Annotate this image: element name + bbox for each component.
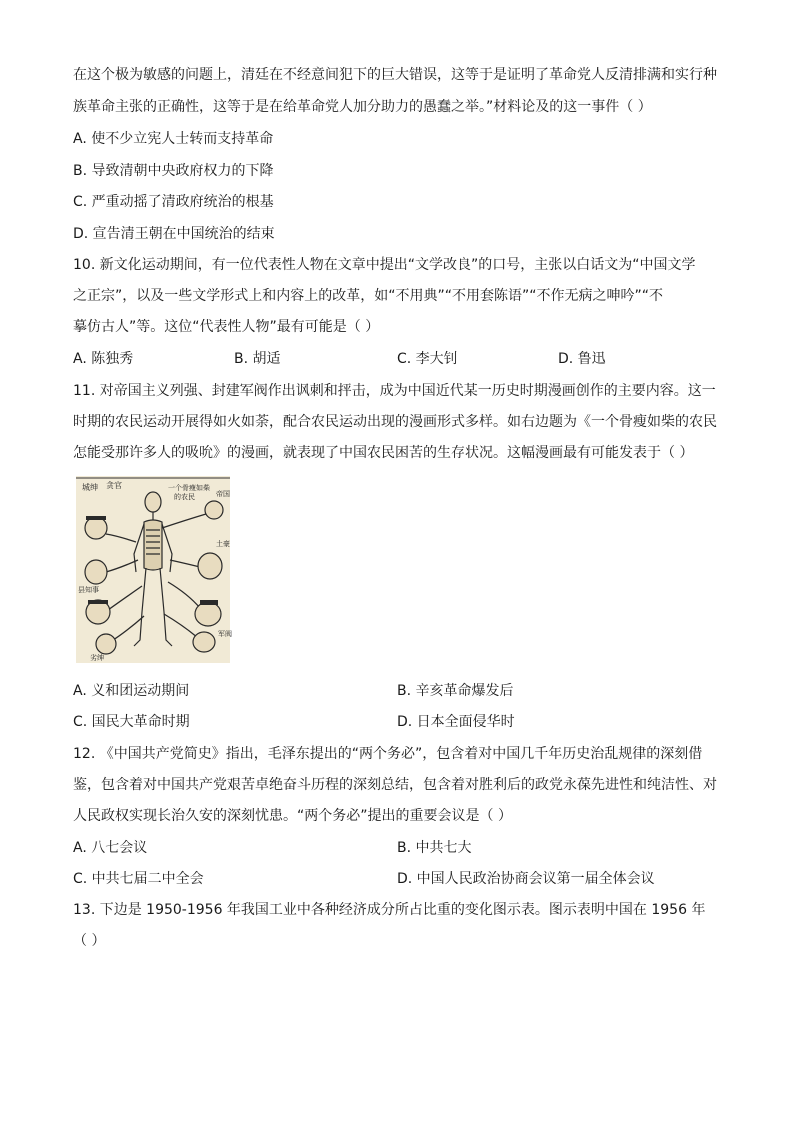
svg-text:军阀: 军阀 bbox=[218, 630, 232, 638]
q12-stem-line-1: 12. 《中国共产党简史》指出，毛泽东提出的“两个务必”，包含着对中国几千年历史治乱规律的深刻借 bbox=[73, 746, 703, 762]
q11-stem-line-1: 11. 对帝国主义列强、封建军阀作出讽刺和抨击，成为中国近代某一历史时期漫画创作的主要内容。这一 bbox=[73, 383, 716, 399]
q13-stem-line-2: （ ） bbox=[73, 933, 106, 949]
q9-stem-line-2: 族革命主张的正确性，这等于是在给革命党人加分助力的愚蠢之举。”材料论及的这一事件（ ） bbox=[73, 99, 652, 115]
svg-text:贪官: 贪官 bbox=[106, 481, 122, 490]
q12-option-a: A. 八七会议 bbox=[73, 840, 148, 856]
q10-option-c: C. 李大钊 bbox=[397, 351, 458, 367]
q12-stem-line-2: 鉴，包含着对中国共产党艰苦卓绝奋斗历程的深刻总结，包含着对胜利后的政党永葆先进性和纯洁性、对 bbox=[73, 777, 717, 793]
q10-stem-line-3: 摹仿古人”等。这位“代表性人物”最有可能是（ ） bbox=[73, 319, 380, 335]
q12-stem-line-3: 人民政权实现长治久安的深刻忧患。“两个务必”提出的重要会议是（ ） bbox=[73, 808, 512, 824]
q9-option-b: B. 导致清朝中央政府权力的下降 bbox=[73, 163, 274, 179]
q9-option-c: C. 严重动摇了清政府统治的根基 bbox=[73, 194, 274, 210]
svg-text:土豪: 土豪 bbox=[216, 540, 230, 548]
q9-stem-line-1: 在这个极为敏感的问题上，清廷在不经意间犯下的巨大错误，这等于是证明了革命党人反清排满和实行种 bbox=[73, 67, 717, 83]
q10-stem-line-1: 10. 新文化运动期间，有一位代表性人物在文章中提出“文学改良”的口号，主张以白话文为“中国文学 bbox=[73, 257, 696, 273]
svg-text:一个骨瘦如柴: 一个骨瘦如柴 bbox=[168, 484, 210, 492]
q10-stem-line-2: 之正宗”，以及一些文学形式上和内容上的改革，如“不用典”“不用套陈语”“不作无病之呻吟”“不 bbox=[73, 288, 664, 304]
q12-option-b: B. 中共七大 bbox=[397, 840, 472, 856]
q11-option-b: B. 辛亥革命爆发后 bbox=[397, 683, 514, 699]
q12-option-d: D. 中国人民政治协商会议第一届全体会议 bbox=[397, 871, 655, 887]
q13-stem-line-1: 13. 下边是 1950-1956 年我国工业中各种经济成分所占比重的变化图示表。图示表明中国在 1956 年 bbox=[73, 902, 706, 918]
q12-option-c: C. 中共七届二中全会 bbox=[73, 871, 204, 887]
q11-option-d: D. 日本全面侵华时 bbox=[397, 714, 515, 730]
peasant-cartoon-image bbox=[76, 476, 230, 663]
svg-text:帝国: 帝国 bbox=[216, 490, 230, 498]
q11-stem-line-2: 时期的农民运动开展得如火如荼，配合农民运动出现的漫画形式多样。如右边题为《一个骨瘦如柴的农民 bbox=[73, 414, 717, 430]
q10-option-a: A. 陈独秀 bbox=[73, 351, 134, 367]
q9-option-a: A. 使不少立宪人士转而支持革命 bbox=[73, 131, 274, 147]
q11-option-a: A. 义和团运动期间 bbox=[73, 683, 190, 699]
svg-text:的农民: 的农民 bbox=[174, 493, 195, 501]
q10-option-d: D. 鲁迅 bbox=[558, 351, 606, 367]
q10-option-b: B. 胡适 bbox=[234, 351, 281, 367]
svg-text:县知事: 县知事 bbox=[78, 586, 99, 594]
svg-text:劣绅: 劣绅 bbox=[90, 654, 104, 662]
q11-stem-line-3: 怎能受那许多人的吸吮》的漫画，就表现了中国农民困苦的生存状况。这幅漫画最有可能发表于（ ） bbox=[73, 445, 694, 461]
svg-text:城绅: 城绅 bbox=[82, 483, 98, 492]
q11-option-c: C. 国民大革命时期 bbox=[73, 714, 190, 730]
q9-option-d: D. 宣告清王朝在中国统治的结束 bbox=[73, 226, 275, 242]
